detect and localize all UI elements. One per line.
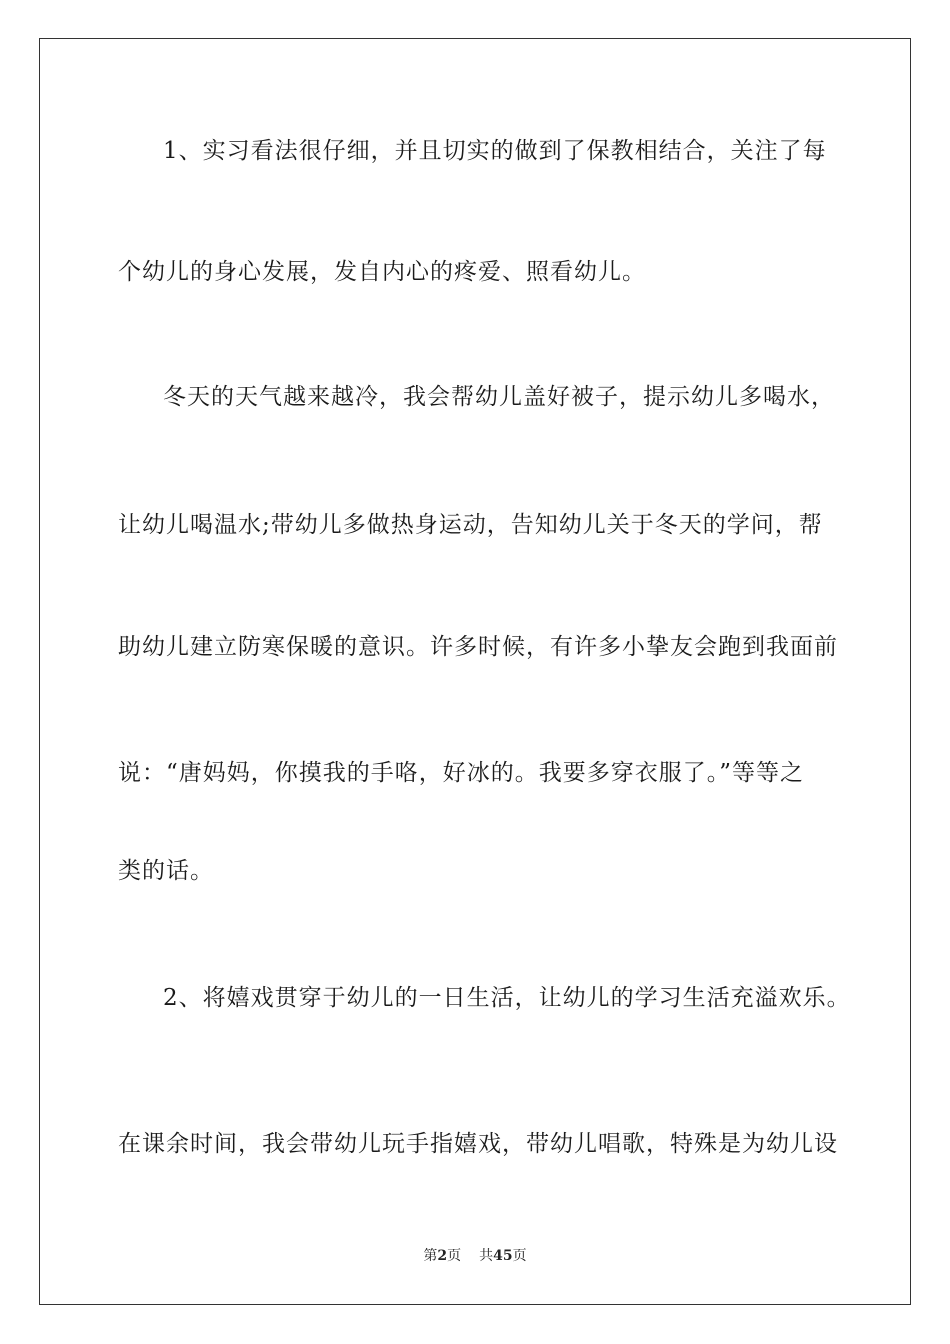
total-prefix: 共 bbox=[479, 1248, 494, 1264]
paragraph-2-line-3: 助幼儿建立防寒保暖的意识。许多时候，有许多小挚友会跑到我面前 bbox=[118, 634, 838, 660]
page-number: 2 bbox=[437, 1248, 448, 1264]
paragraph-2-line-1: 冬天的天气越来越冷，我会帮幼儿盖好被子，提示幼儿多喝水， bbox=[163, 384, 835, 410]
paragraph-1-line-2: 个幼儿的身心发展，发自内心的疼爱、照看幼儿。 bbox=[118, 259, 646, 285]
page-footer bbox=[0, 1247, 950, 1265]
total-suffix: 页 bbox=[512, 1248, 527, 1264]
paragraph-2-line-4: 说：“唐妈妈，你摸我的手咯，好冰的。我要多穿衣服了。”等等之 bbox=[118, 760, 805, 786]
page-border bbox=[39, 38, 911, 1305]
paragraph-2-line-5: 类的话。 bbox=[118, 858, 214, 884]
paragraph-1-line-1: 1、实习看法很仔细，并且切实的做到了保教相结合，关注了每 bbox=[163, 138, 827, 164]
paragraph-3-line-1: 2、将嬉戏贯穿于幼儿的一日生活，让幼儿的学习生活充溢欢乐。 bbox=[163, 985, 851, 1011]
page-prefix: 第 bbox=[423, 1248, 438, 1264]
paragraph-3-line-2: 在课余时间，我会带幼儿玩手指嬉戏，带幼儿唱歌，特殊是为幼儿设 bbox=[118, 1131, 838, 1157]
paragraph-2-line-2: 让幼儿喝温水;带幼儿多做热身运动，告知幼儿关于冬天的学问，帮 bbox=[118, 512, 823, 538]
page-suffix: 页 bbox=[447, 1248, 462, 1264]
total-pages: 45 bbox=[493, 1248, 513, 1264]
